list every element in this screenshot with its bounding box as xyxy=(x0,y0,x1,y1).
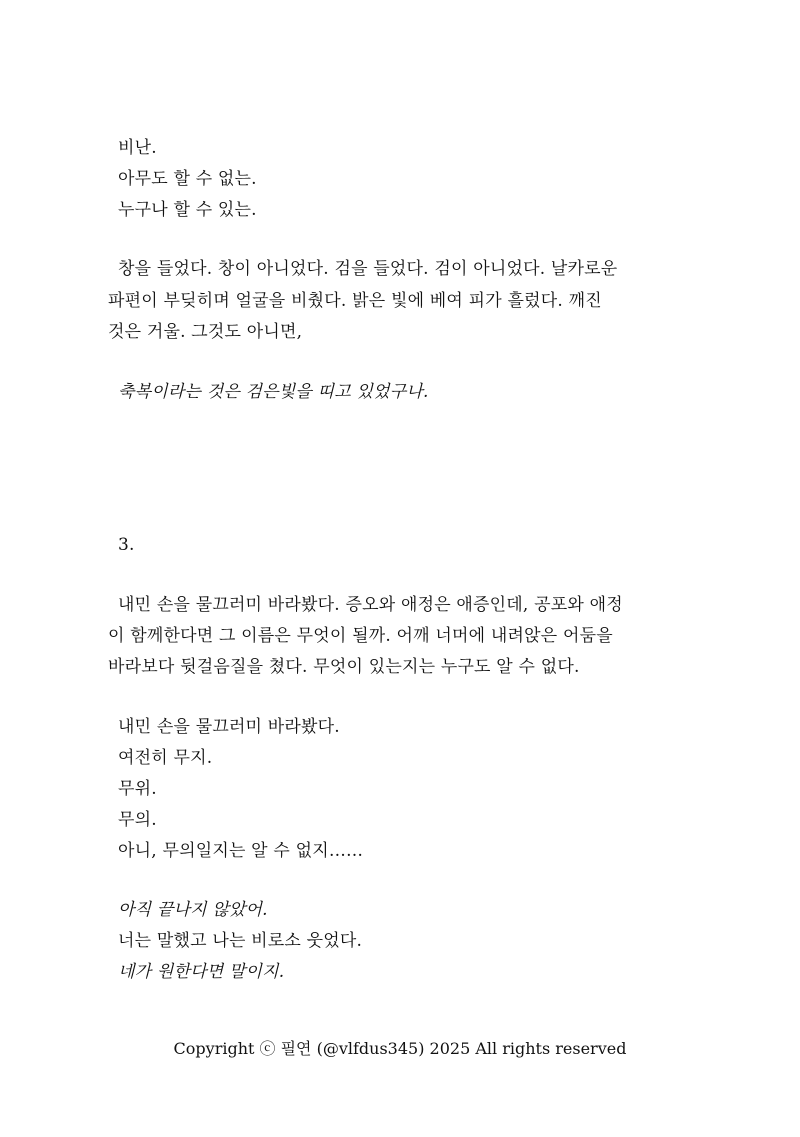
text-line: 누구나 할 수 있는. xyxy=(118,200,257,220)
paragraph-line: 내민 손을 물끄러미 바라봤다. 증오와 애정은 애증인데, 공포와 애정 xyxy=(118,595,623,615)
paragraph-line: 바라보다 뒷걸음질을 쳤다. 무엇이 있는지는 누구도 알 수 없다. xyxy=(108,657,580,677)
italic-dialogue: 아직 끝나지 않았어. xyxy=(118,900,268,920)
paragraph-line: 것은 거울. 그것도 아니면, xyxy=(108,322,303,342)
text-line: 아무도 할 수 없는. xyxy=(118,169,257,189)
paragraph-line: 이 함께한다면 그 이름은 무엇이 될까. 어깨 너머에 내려앉은 어둠을 xyxy=(108,626,613,646)
paragraph-line: 창을 들었다. 창이 아니었다. 검을 들었다. 검이 아니었다. 날카로운 xyxy=(118,259,618,279)
text-line: 여전히 무지. xyxy=(118,748,213,768)
text-line: 무의. xyxy=(118,810,157,830)
italic-quote: 축복이라는 것은 검은빛을 띠고 있었구나. xyxy=(118,382,429,402)
text-line: 내민 손을 물끄러미 바라봤다. xyxy=(118,717,340,737)
text-line: 무위. xyxy=(118,779,157,799)
italic-dialogue: 네가 원한다면 말이지. xyxy=(118,962,285,982)
narration-line: 너는 말했고 나는 비로소 웃었다. xyxy=(118,931,363,951)
section-number: 3. xyxy=(118,535,135,555)
text-line: 비난. xyxy=(118,138,157,158)
paragraph-line: 파편이 부딪히며 얼굴을 비췄다. 밝은 빛에 베여 피가 흘렀다. 깨진 xyxy=(108,291,602,311)
copyright-footer: Copyright ⓒ 필연 (@vlfdus345) 2025 All rights reserved xyxy=(173,1039,627,1058)
text-line: 아니, 무의일지는 알 수 없지…… xyxy=(118,841,364,861)
